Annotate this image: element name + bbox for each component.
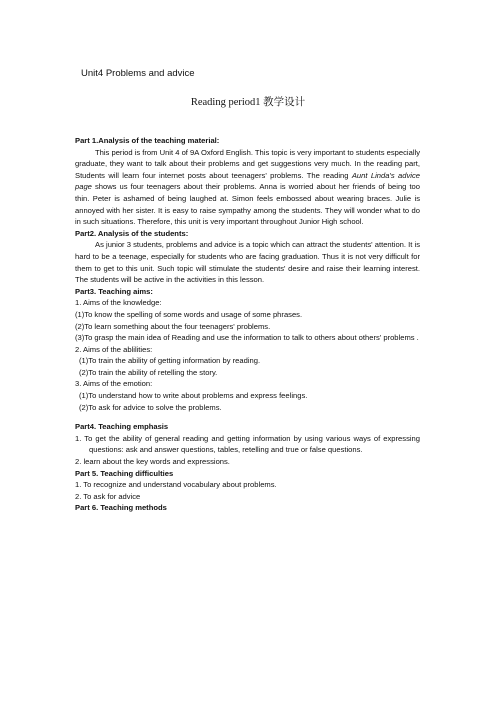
knowledge-aim-1: (1)To know the spelling of some words and usage of some phrases. xyxy=(75,309,303,319)
part2-paragraph: As junior 3 students, problems and advice is a topic which can attract the students' attention. It is hard to be a teenage, especially for students who are facing graduation. Thus it is not very difficult for them to get to this unit. Such topic will stimulate the students' desire and raise their learning interest. The students will be active in the activities in this lesson. xyxy=(75,240,420,285)
abilities-aims-title: 2. Aims of the ablilities: xyxy=(75,344,153,354)
part1-text-before: This period is from Unit 4 of 9A Oxford English. This topic is very important to students especially graduate, they want to talk about their problems and get suggestions very much. In the reading part, Students will learn four internet posts about teenagers' problems. The reading xyxy=(75,147,420,180)
difficulty-item-1: 1. To recognize and understand vocabulary about problems. xyxy=(75,480,277,490)
ability-aim-2: (2)To train the ability of retelling the story. xyxy=(79,367,218,377)
difficulty-item-2: 2. To ask for advice xyxy=(75,491,141,501)
document-subtitle: Reading period1 教学设计 xyxy=(190,97,306,108)
part6-heading: Part 6. Teaching methods xyxy=(75,503,167,513)
part1-text-after: shows us four teenagers about their problems. Anna is worried about her friends of being too thin. Peter is ashamed of being laughed at. Simon feels embossed about wearing braces. Julie is annoyed with her sister. It is easy to raise sympathy among the students. They will wonder what to do in such situations. Therefore, this unit is very important throughout Junior High school. xyxy=(75,182,420,227)
emotion-aim-1: (1)To understand how to write about problems and express feelings. xyxy=(79,391,308,401)
unit-title: Unit4 Problems and advice xyxy=(81,68,195,79)
part3-heading: Part3. Teaching aims: xyxy=(75,286,153,296)
emphasis-item-1: 1. To get the ability of general reading and getting information by using various ways of expressing questions: ask and answer questions, tables, retelling and true or false questions. xyxy=(75,433,420,455)
part1-heading: Part 1.Analysis of the teaching material: xyxy=(75,136,220,145)
document-body xyxy=(75,135,420,514)
knowledge-aim-2: (2)To learn something about the four teenagers' problems. xyxy=(75,321,271,331)
part5-heading: Part 5. Teaching difficulties xyxy=(75,468,174,478)
ability-aim-1: (1)To train the ability of getting information by reading. xyxy=(79,356,261,366)
emotion-aims-title: 3. Aims of the emotion: xyxy=(75,379,153,389)
emphasis-item-2: 2. learn about the key words and expressions. xyxy=(75,457,230,467)
part2-heading: Part2. Analysis of the students: xyxy=(75,228,189,238)
part1-paragraph xyxy=(75,147,420,228)
knowledge-aim-3: (3)To grasp the main idea of Reading and use the information to talk to others about others' problems . xyxy=(75,333,419,343)
knowledge-aims-title: 1. Aims of the knowledge: xyxy=(75,298,162,308)
spacer xyxy=(75,413,420,421)
emotion-aim-2: (2)To ask for advice to solve the problems. xyxy=(79,402,222,412)
part1-italic-title: Aunt Linda's advice page xyxy=(75,170,420,192)
part4-heading: Part4. Teaching emphasis xyxy=(75,422,169,432)
